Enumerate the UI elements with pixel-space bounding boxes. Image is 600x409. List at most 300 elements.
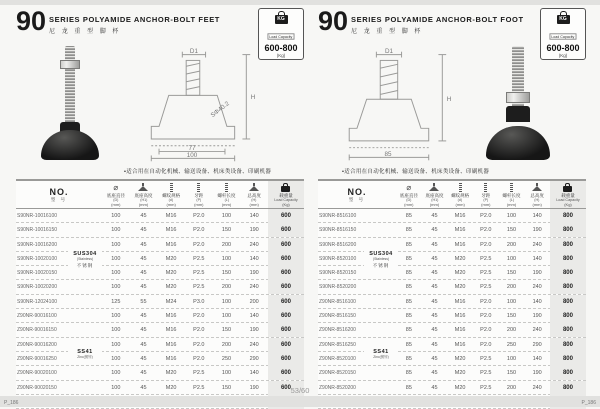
base-diameter-value: 85 (405, 284, 412, 291)
pitch-value: P2.0 (480, 341, 492, 348)
column-unit: (mm) (532, 201, 542, 207)
visual-row (318, 46, 586, 166)
total-height-value: 140 (532, 255, 542, 262)
table-row (318, 223, 586, 237)
base-height-value: 45 (140, 227, 147, 234)
base-height-value: 45 (431, 313, 438, 320)
zinc-english: Zinc(镀锌) (77, 354, 93, 359)
screw-length-value: 200 (221, 284, 232, 291)
base-height-value: 45 (431, 213, 438, 219)
screw-length-value: 250 (221, 355, 232, 362)
material-note-sus304 (364, 249, 398, 269)
base-height-value: 45 (431, 370, 438, 377)
column-dimension: (L) (509, 197, 514, 202)
thread-size-value: M20 (165, 270, 177, 277)
table-body (16, 209, 304, 409)
table-row (16, 280, 304, 294)
base-diameter-value: 85 (405, 327, 412, 334)
pitch-value: P2.5 (193, 370, 205, 377)
base-diameter-value: 100 (111, 227, 121, 234)
base-diameter-value: 85 (405, 384, 412, 391)
pitch-value: P2.5 (193, 255, 205, 262)
load-capacity-value: 800 (550, 323, 586, 337)
thread-size-value: M20 (454, 384, 466, 391)
column-unit: (Kg) (564, 201, 572, 207)
part-number: Z90NR-90016100 (17, 313, 57, 320)
weight-icon (557, 15, 570, 24)
weight-icon-text: KG (277, 16, 285, 22)
pitch-value: P2.5 (480, 384, 492, 391)
pitch-value: P2.5 (193, 284, 205, 291)
load-capacity-value: 800 (550, 209, 586, 223)
load-capacity-badge (258, 8, 304, 60)
title-stack (49, 15, 220, 35)
load-capacity-value: 600 (268, 252, 304, 266)
part-number: Z90NR-90020100 (17, 370, 57, 377)
base-diameter-value: 85 (405, 270, 412, 277)
base-diameter-value: 100 (111, 284, 121, 291)
part-number: Z90NR-90020150 (17, 384, 57, 391)
no-label: NO. (347, 187, 367, 197)
total-height-value: 190 (249, 327, 259, 334)
total-height-value: 200 (249, 298, 259, 305)
foot-base (486, 126, 550, 160)
base-diameter-value: 100 (111, 384, 121, 391)
part-number: S90NR-10020150 (17, 270, 58, 277)
column-header (240, 181, 268, 208)
column-name: 底座高度 (134, 193, 153, 198)
base-diameter-value: 100 (111, 313, 121, 320)
base-diameter-value: 100 (111, 255, 121, 262)
screw-length-value: 150 (506, 370, 517, 377)
column-icon (459, 183, 462, 192)
table-row (16, 366, 304, 380)
thread-size-value: M16 (165, 227, 177, 234)
load-capacity-value: 800 (550, 266, 586, 280)
column-icon (404, 183, 414, 192)
base-height-value: 45 (140, 213, 147, 219)
dim-h-label: H (250, 94, 256, 102)
thread-size-value: M16 (165, 327, 177, 334)
column-header (550, 181, 586, 208)
column-icon (510, 183, 513, 192)
total-height-value: 290 (532, 341, 542, 348)
thread-size-value: M16 (454, 298, 466, 305)
material-note-zinc (364, 347, 398, 359)
base-diameter-value: 100 (111, 241, 121, 248)
column-name: 螺纹规格 (451, 193, 470, 198)
screw-length-value: 200 (221, 241, 232, 248)
thread-size-value: M20 (454, 355, 466, 362)
total-height-value: 140 (532, 355, 542, 362)
column-icon (111, 183, 121, 192)
column-header (268, 181, 304, 208)
thread-size-value: M16 (165, 241, 177, 248)
thread-size-value: M16 (165, 355, 177, 362)
no-sublabel: 型 号 (348, 197, 366, 202)
column-icon (429, 186, 439, 191)
part-number: S90NR-8516100 (319, 213, 357, 219)
screw-length-value: 100 (221, 255, 232, 262)
pitch-value: P2.5 (480, 355, 492, 362)
total-height-value: 240 (249, 284, 259, 291)
screw-length-value: 100 (506, 355, 517, 362)
base-diameter-value: 85 (405, 298, 412, 305)
part-number: Z90NR-8516250 (319, 341, 356, 348)
pitch-value: P2.0 (193, 227, 205, 234)
column-header (396, 181, 422, 208)
load-capacity-value: 600 (268, 338, 304, 352)
pitch-value: P2.5 (480, 370, 492, 377)
part-number: Z90NR-8516150 (319, 313, 356, 320)
column-dimension: (H) (251, 197, 257, 202)
usage-note: •适合用在自动化机械、输送设备、机床类设备、印刷机器 (124, 169, 272, 175)
column-header (524, 181, 550, 208)
table-header (16, 181, 304, 209)
load-capacity-value: 800 (550, 238, 586, 252)
base-height-value: 45 (140, 384, 147, 391)
base-height-value: 45 (140, 341, 147, 348)
column-header (102, 181, 130, 208)
total-height-value: 190 (249, 270, 259, 277)
base-height-value: 45 (431, 241, 438, 248)
total-height-value: 190 (532, 370, 542, 377)
pitch-value: P2.0 (193, 327, 205, 334)
thread-size-value: M20 (454, 284, 466, 291)
column-name: 牙距 (194, 193, 204, 198)
page-number: 53/60 (290, 386, 310, 395)
part-number: Z90NR-90016150 (17, 327, 57, 334)
screw-length-value: 200 (506, 327, 517, 334)
column-icon (281, 186, 290, 192)
screw-length-value: 150 (221, 327, 232, 334)
thread-size-value: M20 (454, 255, 466, 262)
column-name: 总高度 (530, 193, 544, 198)
base-height-value: 45 (431, 284, 438, 291)
base-height-value: 45 (431, 327, 438, 334)
base-diameter-value: 85 (405, 370, 412, 377)
column-dimension: (L) (224, 197, 229, 202)
page-title-chinese: 尼 龙 重 型 脚 杯 (351, 29, 423, 35)
load-capacity-value: 600 (268, 309, 304, 323)
column-unit: (mm) (194, 201, 204, 207)
base-collar (506, 106, 530, 122)
table-header (318, 181, 586, 209)
badge-range: 600-800 (264, 43, 298, 53)
base-height-value: 45 (140, 255, 147, 262)
visual-row (16, 46, 304, 166)
column-icon (532, 186, 542, 191)
screw-length-value: 100 (221, 313, 232, 320)
load-capacity-value: 600 (268, 223, 304, 237)
product-photo (38, 46, 102, 164)
base-diameter-value: 85 (405, 227, 412, 234)
base-height-value: 45 (140, 270, 147, 277)
screw-length-value: 150 (506, 270, 517, 277)
column-icon (197, 183, 200, 192)
table-row (318, 238, 586, 252)
part-number: S90NR-10016200 (17, 241, 58, 248)
screw-length-value: 100 (221, 370, 232, 377)
thread-size-value: M20 (165, 370, 177, 377)
part-number: Z90NR-8520100 (319, 355, 356, 362)
screw-length-value: 100 (506, 213, 517, 219)
dim-outer-width-label: 85 (384, 150, 392, 158)
base-height-value: 55 (140, 298, 147, 305)
series-number: 90 (16, 6, 47, 36)
total-height-value: 240 (532, 384, 542, 391)
part-number: S90NR-8520200 (319, 284, 357, 291)
load-capacity-value: 800 (550, 280, 586, 294)
pitch-value: P2.5 (193, 384, 205, 391)
base-diameter-value: 85 (405, 355, 412, 362)
sus-english: (Stainless) (76, 256, 94, 261)
column-name: 载重量 (561, 193, 575, 198)
dim-d1-label: D1 (384, 48, 394, 56)
table-row (16, 209, 304, 223)
total-height-value: 190 (532, 313, 542, 320)
dim-d1-label: D1 (189, 48, 198, 56)
base-diameter-value: 100 (111, 355, 121, 362)
screw-length-value: 150 (221, 384, 232, 391)
table-row (16, 309, 304, 323)
table-row (318, 280, 586, 294)
table-row (16, 295, 304, 309)
screw-length-value: 100 (506, 298, 517, 305)
zinc-grade: SS41 (373, 349, 389, 355)
pitch-value: P2.0 (480, 213, 492, 219)
base-height-value: 45 (431, 355, 438, 362)
total-height-value: 240 (532, 241, 542, 248)
column-unit: (mm) (249, 201, 259, 207)
load-capacity-value: 600 (268, 280, 304, 294)
product-photo (486, 46, 550, 164)
total-height-value: 290 (249, 355, 259, 362)
load-capacity-value: 800 (550, 223, 586, 237)
total-height-value: 240 (249, 341, 259, 348)
base-diameter-value: 100 (111, 341, 121, 348)
hex-nut (60, 60, 80, 69)
badge-unit: (Kg) (276, 53, 286, 58)
thread-size-value: M16 (454, 241, 466, 248)
part-number: S90NR-12024100 (17, 298, 58, 305)
base-height-value: 45 (140, 355, 147, 362)
spec-table (318, 179, 586, 409)
badge-range: 600-800 (546, 43, 580, 53)
dim-outer-width-label: 100 (186, 151, 198, 159)
base-diameter-value: 100 (111, 327, 121, 334)
load-capacity-value: 800 (550, 338, 586, 352)
total-height-value: 190 (249, 227, 259, 234)
technical-drawing (324, 48, 452, 164)
screw-length-value: 150 (221, 270, 232, 277)
title-stack (351, 15, 524, 35)
load-capacity-value: 800 (550, 309, 586, 323)
screw-length-value: 100 (221, 213, 232, 219)
base-diameter-value: 125 (111, 298, 121, 305)
base-height-value: 45 (140, 241, 147, 248)
dim-inner-width-label: 77 (188, 145, 196, 153)
badge-unit: (Kg) (558, 53, 568, 58)
thread-size-value: M16 (454, 313, 466, 320)
column-icon (484, 183, 487, 192)
part-number: S90NR-8520100 (319, 255, 357, 262)
thread-size-value: M16 (165, 341, 177, 348)
base-height-value: 45 (431, 227, 438, 234)
load-capacity-value: 600 (268, 266, 304, 280)
hex-nut (506, 92, 530, 103)
table-row (16, 338, 304, 352)
table-row (318, 252, 586, 266)
sus-grade: SUS304 (369, 251, 393, 257)
total-height-value: 140 (249, 255, 259, 262)
column-name: 牙距 (481, 193, 491, 198)
foot-base (41, 130, 99, 160)
load-capacity-value: 600 (268, 381, 304, 395)
column-header (213, 181, 241, 208)
base-height-value: 45 (431, 255, 438, 262)
thread-size-value: M16 (454, 341, 466, 348)
thread-size-value: M16 (454, 327, 466, 334)
column-header (185, 181, 213, 208)
pitch-value: P2.0 (193, 241, 205, 248)
part-number: S90NR-10020200 (17, 284, 58, 291)
no-label: NO. (49, 187, 69, 197)
pitch-value: P2.0 (480, 241, 492, 248)
base-diameter-value: 100 (111, 213, 121, 219)
material-note-zinc (68, 347, 102, 359)
no-sublabel: 型 号 (50, 197, 68, 202)
table-row (16, 323, 304, 337)
base-height-value: 45 (140, 313, 147, 320)
pitch-value: P2.0 (480, 298, 492, 305)
weight-icon (275, 15, 288, 24)
screw-length-value: 200 (506, 241, 517, 248)
material-note-sus304 (68, 249, 102, 269)
base-diameter-value: 100 (111, 270, 121, 277)
column-header (157, 181, 185, 208)
pitch-value: P2.5 (480, 284, 492, 291)
part-number: Z90NR-90016250 (17, 355, 57, 362)
total-height-value: 140 (532, 213, 542, 219)
load-capacity-value: 600 (268, 352, 304, 366)
total-height-value: 240 (249, 241, 259, 248)
zinc-english: Zinc(镀锌) (373, 354, 389, 359)
pitch-value: P2.0 (193, 213, 205, 219)
total-height-value: 190 (532, 227, 542, 234)
table-row (318, 352, 586, 366)
pitch-value: P2.0 (193, 355, 205, 362)
page-title-chinese: 尼 龙 重 型 脚 杯 (49, 29, 121, 35)
screw-length-value: 200 (506, 384, 517, 391)
technical-drawing (128, 48, 256, 164)
screw-length-value: 250 (506, 341, 517, 348)
column-header-no (318, 181, 396, 208)
footer-page-ref-right: P_186 (581, 400, 596, 406)
thread-size-value: M20 (454, 270, 466, 277)
pitch-value: P2.0 (193, 341, 205, 348)
part-number: Z90NR-8516200 (319, 327, 356, 334)
column-dimension: (P) (196, 197, 202, 202)
sus-english: (Stainless) (372, 256, 390, 261)
column-unit: (mm) (455, 201, 465, 207)
footer-page-ref-left: P_186 (4, 400, 19, 406)
pitch-value: P2.0 (480, 313, 492, 320)
base-height-value: 45 (431, 384, 438, 391)
column-dimension: (d) (457, 197, 463, 202)
page-title: SERIES POLYAMIDE ANCHOR-BOLT FOOT (351, 15, 524, 24)
column-unit: (mm) (166, 201, 176, 207)
table-row (318, 323, 586, 337)
screw-length-value: 150 (506, 313, 517, 320)
column-header (473, 181, 499, 208)
thread-size-value: M16 (454, 213, 466, 219)
table-row (16, 266, 304, 280)
thread-size-value: M16 (165, 313, 177, 320)
part-number: Z90NR-8516100 (319, 298, 356, 305)
table-row (318, 338, 586, 352)
thread-size-value: M20 (165, 384, 177, 391)
load-capacity-value: 600 (268, 295, 304, 309)
base-height-value: 45 (140, 284, 147, 291)
column-dimension: Load Capacity (274, 197, 298, 202)
page-top-edge (0, 0, 600, 5)
load-capacity-value: 800 (550, 252, 586, 266)
column-dimension: (H) (534, 197, 540, 202)
pitch-value: P2.0 (480, 227, 492, 234)
base-diameter-value: 85 (405, 313, 412, 320)
pitch-value: P2.5 (480, 255, 492, 262)
base-diameter-value: 85 (405, 213, 412, 219)
total-height-value: 140 (249, 213, 259, 219)
base-height-value: 45 (431, 341, 438, 348)
base-height-value: 45 (431, 270, 438, 277)
column-header (447, 181, 473, 208)
load-capacity-value: 600 (268, 209, 304, 223)
table-row (318, 309, 586, 323)
column-name: 螺纹规格 (162, 193, 181, 198)
thread-size-value: M16 (165, 213, 177, 219)
table-row (318, 266, 586, 280)
part-number: S90NR-10016150 (17, 227, 58, 234)
sus-chinese: 不锈钢 (76, 263, 94, 268)
column-icon (138, 186, 148, 191)
column-name: 底座高度 (425, 193, 444, 198)
column-unit: (mm) (221, 201, 232, 207)
zinc-grade: SS41 (77, 349, 93, 355)
base-diameter-value: 85 (405, 241, 412, 248)
column-icon (170, 183, 173, 192)
table-row (16, 352, 304, 366)
base-height-value: 45 (431, 298, 438, 305)
column-header-no (16, 181, 102, 208)
page-title: SERIES POLYAMIDE ANCHOR-BOLT FEET (49, 15, 220, 24)
column-name: 螺杆长度 (217, 193, 236, 198)
total-height-value: 240 (532, 327, 542, 334)
screw-length-value: 150 (506, 227, 517, 234)
screw-length-value: 200 (506, 284, 517, 291)
column-unit: (mm) (404, 201, 414, 207)
part-number: Z90NR-90016200 (17, 341, 57, 348)
sus-grade: SUS304 (73, 251, 97, 257)
pitch-value: P3.0 (193, 298, 205, 305)
column-icon (225, 183, 228, 192)
column-name: 底座直径 (399, 193, 418, 198)
column-name: 总高度 (247, 193, 261, 198)
load-capacity-value: 800 (550, 366, 586, 380)
total-height-value: 140 (532, 298, 542, 305)
column-dimension: (H1) (139, 197, 148, 202)
